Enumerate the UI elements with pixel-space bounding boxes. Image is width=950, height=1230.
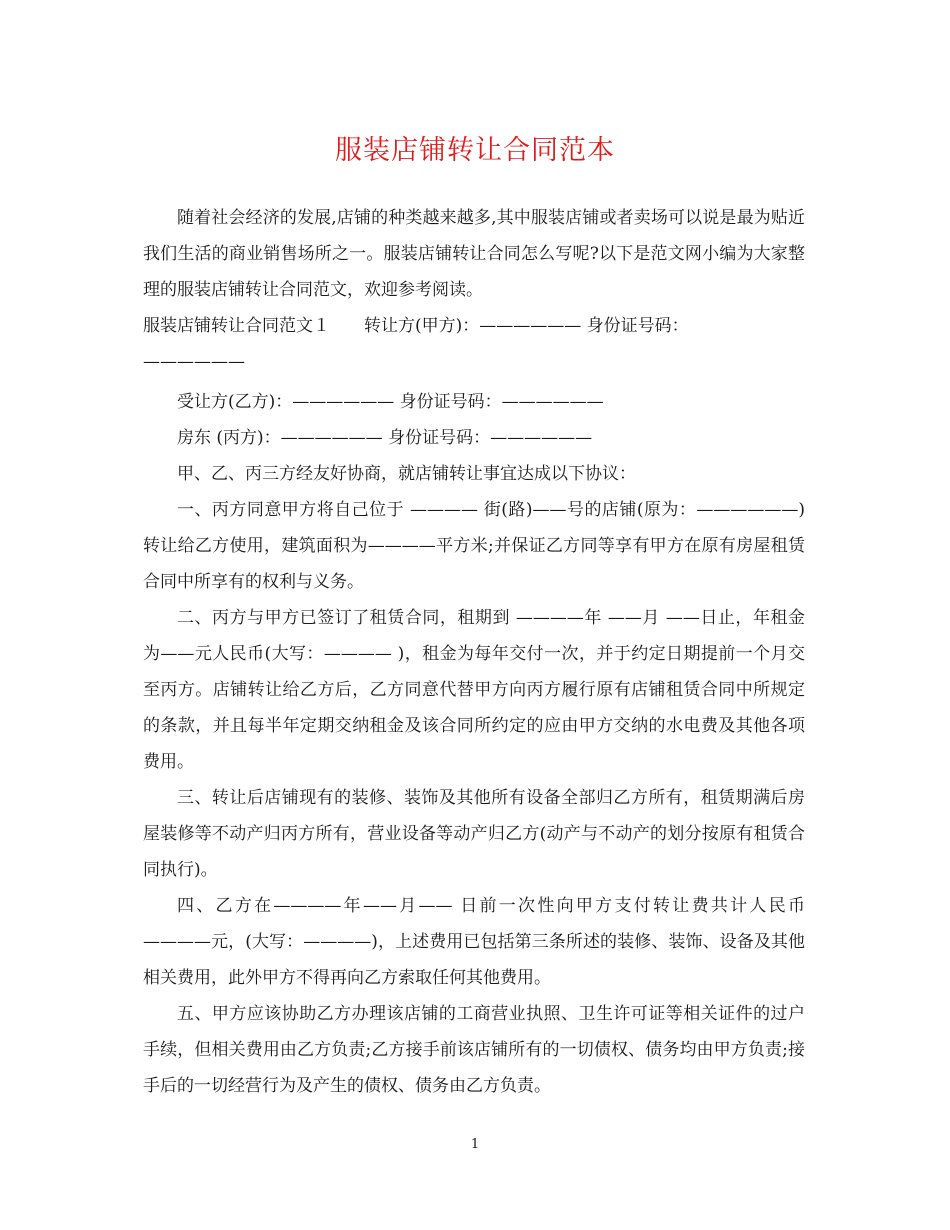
document-title: 服装店铺转让合同范本 xyxy=(335,135,615,166)
document-body xyxy=(143,200,805,1104)
clause-2: 二、丙方与甲方已签订了租赁合同，租期到 ————年 ——月 ——日止，年租金为——元人民币(大写：———— )，租金为每年交付一次，并于约定日期提前一个月交至丙方。店铺转让给乙方后，乙方同意代替甲方向丙方履行原有店铺租赁合同中所规定的条款，并且每半年定期交纳租金及该合同所约定的应由甲方交纳的水电费及其他各项费用。 xyxy=(143,608,805,772)
landlord-line: 房东 (丙方)：—————— 身份证号码：—————— xyxy=(177,428,593,448)
intro-paragraph: 随着社会经济的发展,店铺的种类越来越多,其中服装店铺或者卖场可以说是最为贴近我们生活的商业销售场所之一。服装店铺转让合同怎么写呢?以下是范文网小编为大家整理的服装店铺转让合同范文，欢迎参考阅读。 xyxy=(143,208,805,300)
party-b-line: 受让方(乙方)：—————— 身份证号码：—————— xyxy=(177,392,604,412)
sample-heading-blank: —————— xyxy=(143,352,245,372)
sample-heading-line: 服装店铺转让合同范文１ 转让方(甲方)：—————— 身份证号码： xyxy=(143,316,689,336)
agreement-intro: 甲、乙、丙三方经友好协商，就店铺转让事宜达成以下协议： xyxy=(177,464,636,484)
clause-4: 四、乙方在————年——月—— 日前一次性向甲方支付转让费共计人民币————元，(大写：————)，上述费用已包括第三条所述的装修、装饰、设备及其他相关费用，此外甲方不得再向乙方索取任何其他费用。 xyxy=(143,896,805,988)
page-number: 1 xyxy=(470,1137,480,1152)
clause-1: 一、丙方同意甲方将自己位于 ———— 街(路)——号的店铺(原为：——————)转让给乙方使用，建筑面积为————平方米;并保证乙方同等享有甲方在原有房屋租赁合同中所享有的权利与义务。 xyxy=(143,500,805,592)
clause-5: 五、甲方应该协助乙方办理该店铺的工商营业执照、卫生许可证等相关证件的过户手续，但相关费用由乙方负责;乙方接手前该店铺所有的一切债权、债务均由甲方负责;接手后的一切经营行为及产生的债权、债务由乙方负责。 xyxy=(143,1004,805,1096)
clause-3: 三、转让后店铺现有的装修、装饰及其他所有设备全部归乙方所有，租赁期满后房屋装修等不动产归丙方所有，营业设备等动产归乙方(动产与不动产的划分按原有租赁合同执行)。 xyxy=(143,788,805,880)
